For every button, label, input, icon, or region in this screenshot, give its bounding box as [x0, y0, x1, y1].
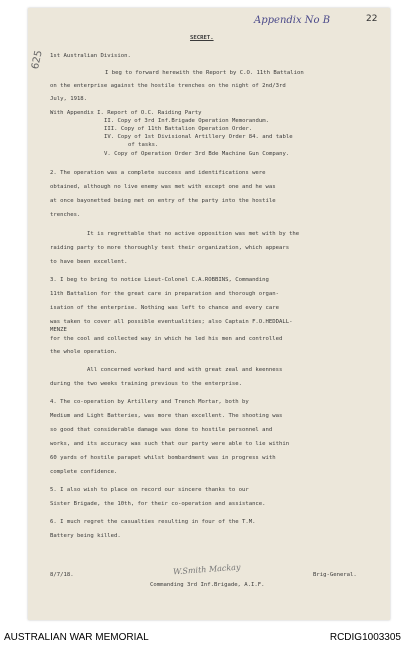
- text-line: isation of the enterprise. Nothing was left to chance and every care: [50, 305, 280, 311]
- appendix-line: IV. Copy of 1st Divisional Artillery Order 84. and table: [104, 134, 293, 140]
- text-line: raiding party to more thoroughly test their organization, which appears: [50, 245, 290, 251]
- page-number: 22: [366, 14, 378, 24]
- text-line: was taken to cover all possible eventualities; also Captain F.O.HEDDALL-: [50, 319, 293, 325]
- appendix-line: of tasks.: [128, 142, 159, 148]
- text-line: July, 1918.: [50, 96, 88, 102]
- text-line: the whole operation.: [50, 349, 118, 355]
- text-line: Sister Brigade, the 10th, for their co-operation and assistance.: [50, 501, 266, 507]
- text-line: It is regrettable that no active opposition was met with by the: [87, 231, 300, 237]
- text-line: 3. I beg to bring to notice Lieut-Colonel C.A.ROBBINS, Commanding: [50, 277, 269, 283]
- text-line: complete confidence.: [50, 469, 118, 475]
- text-line: during the two weeks training previous to the enterprise.: [50, 381, 242, 387]
- document-page: [28, 8, 390, 620]
- text-line: on the enterprise against the hostile trenches on the night of 2nd/3rd: [50, 83, 286, 89]
- text-line: 5. I also wish to place on record our sincere thanks to our: [50, 487, 249, 493]
- appendix-line: With Appendix I. Report of O.C. Raiding Party: [50, 110, 202, 116]
- date-line: 8/7/18.: [50, 572, 74, 578]
- text-line: at once bayonetted being met on entry of the party into the hostile: [50, 198, 276, 204]
- text-line: Medium and Light Batteries, was more than excellent. The shooting was: [50, 413, 283, 419]
- text-line: works, and its accuracy was such that our party were able to lie within: [50, 441, 290, 447]
- text-line: obtained, although no live enemy was met with except one and he was: [50, 184, 276, 190]
- text-line: so good that considerable damage was done to hostile personnel and: [50, 427, 273, 433]
- text-line: Battery being killed.: [50, 533, 121, 539]
- text-line: 11th Battalion for the great care in preparation and thorough organ-: [50, 291, 280, 297]
- folio-number: 625: [30, 49, 45, 71]
- text-line: to have been excellent.: [50, 259, 128, 265]
- text-line: 4. The co-operation by Artillery and Trench Mortar, both by: [50, 399, 249, 405]
- text-line: I beg to forward herewith the Report by C.O. 11th Battalion: [105, 70, 304, 76]
- text-line: 6. I much regret the casualties resulting in four of the T.M.: [50, 519, 256, 525]
- command-line: Commanding 3rd Inf.Brigade, A.I.F.: [150, 582, 265, 588]
- rank-line: Brig-General.: [313, 572, 357, 578]
- text-line: All concerned worked hard and with great zeal and keenness: [87, 367, 283, 373]
- text-line: for the cool and collected way in which he led his men and controlled: [50, 336, 283, 342]
- archive-credit: AUSTRALIAN WAR MEMORIAL: [4, 632, 149, 643]
- appendix-line: II. Copy of 3rd Inf.Brigade Operation Memorandum.: [104, 118, 270, 124]
- appendix-line: III. Copy of 11th Battalion Operation Order.: [104, 126, 253, 132]
- handwritten-signature: W.Smith Mackay: [172, 562, 241, 577]
- classification-heading: SECRET.: [190, 35, 214, 41]
- text-line: MENZE: [50, 327, 67, 333]
- archive-reference: RCDIG1003305: [329, 632, 401, 643]
- text-line: 2. The operation was a complete success and identifications were: [50, 170, 266, 176]
- text-line: 60 yards of hostile parapet whilst bombardment was in progress with: [50, 455, 276, 461]
- addressee-line: 1st Australian Division.: [50, 53, 131, 59]
- appendix-line: V. Copy of Operation Order 3rd Bde Machine Gun Company.: [104, 151, 290, 157]
- text-line: trenches.: [50, 212, 81, 218]
- appendix-annotation: Appendix No B: [254, 15, 331, 26]
